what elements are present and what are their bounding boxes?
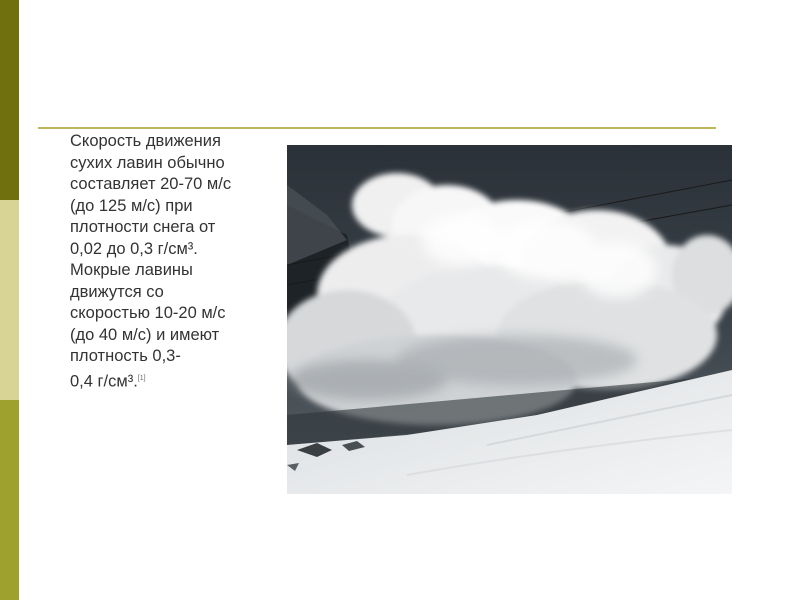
side-bar-segment-top	[0, 0, 19, 200]
avalanche-photo	[287, 145, 732, 494]
text-line-last	[70, 368, 275, 393]
text-line: Мокрые лавины	[70, 261, 193, 279]
side-accent-bar	[0, 0, 19, 600]
text-line: плотности снега от	[70, 218, 216, 236]
body-text	[70, 131, 275, 393]
side-bar-segment-bottom	[0, 400, 19, 600]
text-line: движутся со	[70, 282, 164, 301]
text-line: сухих лавин обычно	[70, 153, 225, 172]
footnote-reference: [1]	[137, 374, 146, 382]
text-line: составляет 20-70 м/с	[70, 175, 232, 193]
text-line: Скорость движения	[70, 132, 221, 150]
text-line: 0,4 г/см³.	[70, 372, 138, 390]
text-line: скоростью 10-20 м/с	[70, 304, 226, 322]
text-line: плотность 0,3-	[70, 347, 181, 365]
text-line: 0,02 до 0,3 г/см³.	[70, 239, 198, 258]
text-line: (до 125 м/с) при	[70, 196, 193, 215]
title-divider-rule	[38, 127, 716, 129]
side-bar-segment-middle	[0, 200, 19, 400]
text-line: (до 40 м/с) и имеют	[70, 325, 220, 344]
